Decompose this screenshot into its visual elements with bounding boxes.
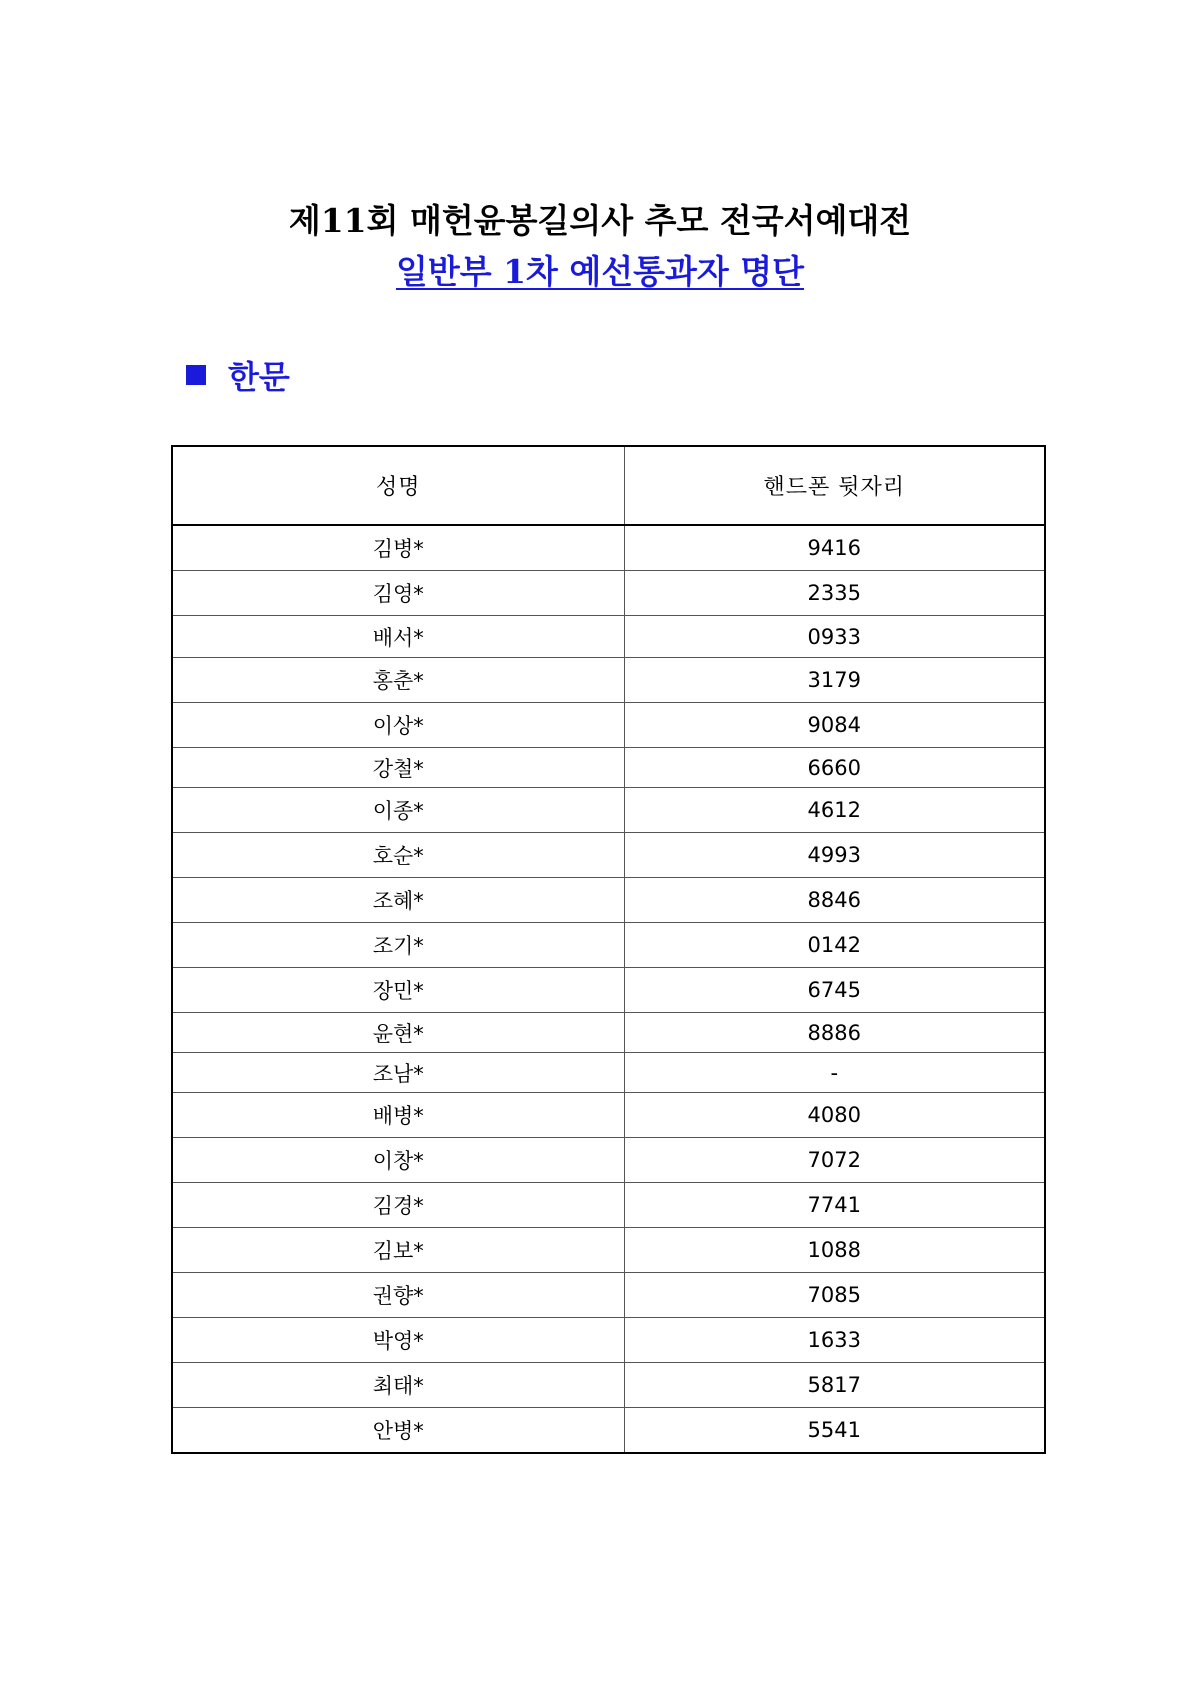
cell-name: 조남* [172, 1053, 624, 1093]
table-row [172, 748, 1045, 788]
cell-name: 조기* [172, 923, 624, 968]
table-row [172, 1408, 1045, 1454]
table-row [172, 878, 1045, 923]
cell-phone: 9416 [624, 525, 1045, 571]
table-row [172, 1228, 1045, 1273]
cell-name: 장민* [172, 968, 624, 1013]
table-row [172, 1053, 1045, 1093]
cell-name: 김병* [172, 525, 624, 571]
cell-phone: 8886 [624, 1013, 1045, 1053]
cell-name: 이상* [172, 703, 624, 748]
cell-phone: 3179 [624, 658, 1045, 703]
cell-name: 권향* [172, 1273, 624, 1318]
table-body [172, 525, 1045, 1453]
cell-phone: 7741 [624, 1183, 1045, 1228]
cell-phone: 1088 [624, 1228, 1045, 1273]
participant-table [171, 445, 1046, 1454]
header-phone: 핸드폰 뒷자리 [624, 446, 1045, 525]
cell-phone: 2335 [624, 571, 1045, 616]
table-row [172, 1093, 1045, 1138]
table-row [172, 703, 1045, 748]
cell-name: 김경* [172, 1183, 624, 1228]
table-row [172, 1318, 1045, 1363]
cell-phone: 4080 [624, 1093, 1045, 1138]
table-row [172, 1183, 1045, 1228]
table-row [172, 1363, 1045, 1408]
cell-name: 김영* [172, 571, 624, 616]
table-row [172, 525, 1045, 571]
cell-name: 홍춘* [172, 658, 624, 703]
table-row [172, 571, 1045, 616]
table-row [172, 788, 1045, 833]
cell-name: 배병* [172, 1093, 624, 1138]
table-row [172, 923, 1045, 968]
cell-phone: 6745 [624, 968, 1045, 1013]
table-row [172, 1013, 1045, 1053]
table-header-row [172, 446, 1045, 525]
cell-name: 조혜* [172, 878, 624, 923]
cell-phone: 0933 [624, 616, 1045, 658]
document-title: 제11회 매헌윤봉길의사 추모 전국서예대전 [288, 201, 912, 240]
cell-name: 안병* [172, 1408, 624, 1454]
cell-name: 김보* [172, 1228, 624, 1273]
cell-phone: 0142 [624, 923, 1045, 968]
cell-phone: 5817 [624, 1363, 1045, 1408]
table-row [172, 968, 1045, 1013]
table-row [172, 1138, 1045, 1183]
cell-phone: 5541 [624, 1408, 1045, 1454]
cell-phone: 9084 [624, 703, 1045, 748]
cell-phone: 4612 [624, 788, 1045, 833]
table-row [172, 658, 1045, 703]
cell-phone: - [624, 1053, 1045, 1093]
subtitle-text: 일반부 1차 예선통과자 명단 [395, 252, 805, 291]
cell-phone: 6660 [624, 748, 1045, 788]
header-name: 성명 [172, 446, 624, 525]
cell-name: 이종* [172, 788, 624, 833]
cell-name: 박영* [172, 1318, 624, 1363]
table-row [172, 1273, 1045, 1318]
table-row [172, 616, 1045, 658]
cell-phone: 8846 [624, 878, 1045, 923]
table-row [172, 833, 1045, 878]
cell-phone: 1633 [624, 1318, 1045, 1363]
cell-name: 이창* [172, 1138, 624, 1183]
cell-name: 배서* [172, 616, 624, 658]
cell-name: 강철* [172, 748, 624, 788]
cell-phone: 7085 [624, 1273, 1045, 1318]
section-title: 한문 [228, 358, 290, 396]
document-subtitle [0, 246, 1200, 293]
cell-name: 최태* [172, 1363, 624, 1408]
section-heading [186, 352, 290, 398]
cell-phone: 4993 [624, 833, 1045, 878]
cell-name: 윤현* [172, 1013, 624, 1053]
square-bullet-icon [186, 365, 206, 385]
cell-name: 호순* [172, 833, 624, 878]
cell-phone: 7072 [624, 1138, 1045, 1183]
